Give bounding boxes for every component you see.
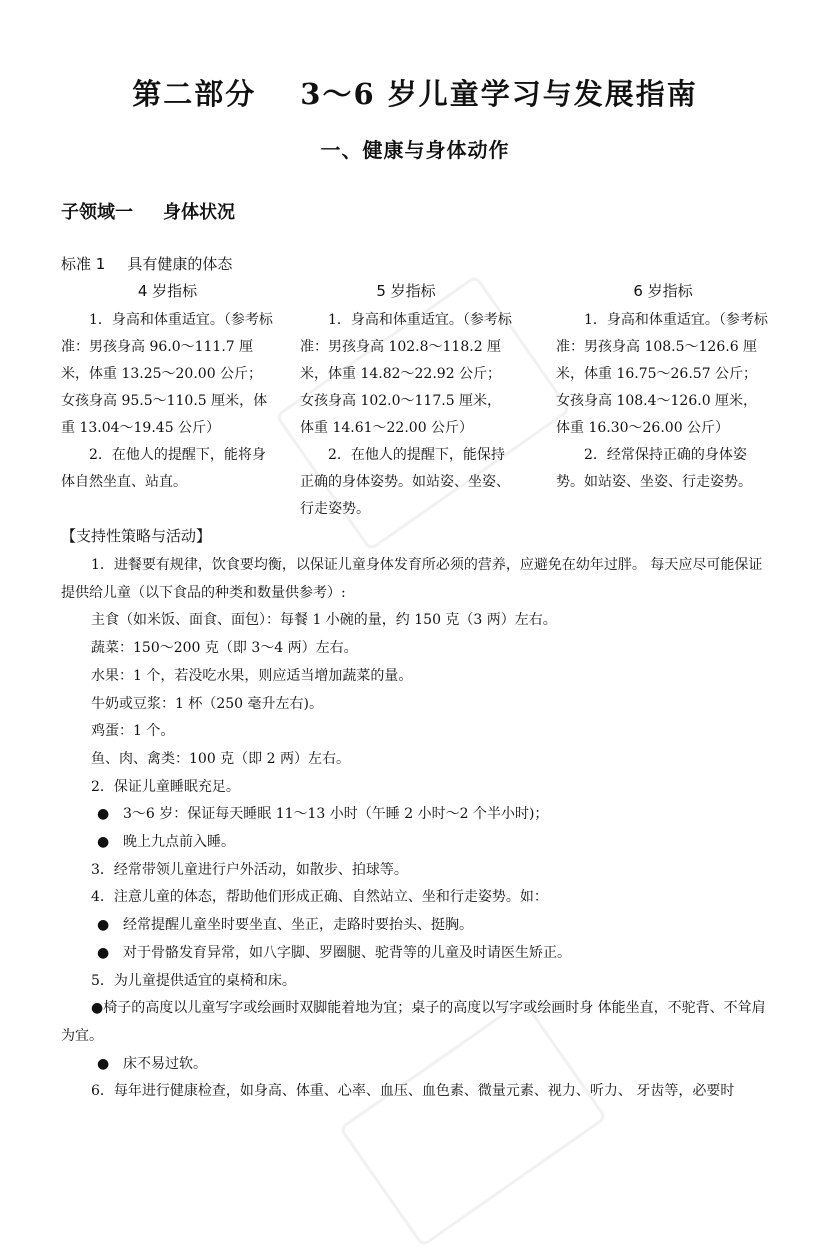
bullet-icon: ● (97, 1055, 110, 1072)
indicator-paragraph: 2．在他人的提醒下，能将身体自然坐直、站直。 (61, 447, 266, 490)
bullet-item (61, 801, 773, 829)
page-title (0, 72, 830, 113)
subdomain-name: 身体状况 (163, 202, 235, 223)
bullet-text: 对于骨骼发育异常，如八字脚、罗圈腿、驼背等的儿童及时请医生矫正。 (123, 944, 571, 961)
bullet-text: 晚上九点前入睡。 (123, 834, 235, 851)
section-title: 一、健康与身体动作 (320, 138, 510, 162)
bullet-icon: ● (97, 917, 110, 934)
list-item: 蔬菜：150～200 克（即 3～4 两）左右。 (91, 640, 358, 657)
support-body (61, 552, 773, 1106)
list-item: 1．进餐要有规律，饮食要均衡，以保证儿童身体发育所必须的营养，应避免在幼年过胖。 每天应尽可能保证提供给儿童（以下食品的种类和数量供参考）: (61, 557, 763, 601)
guide-title: 3～6 岁儿童学习与发展指南 (300, 77, 698, 111)
list-item: 水果：1 个，若没吃水果，则应适当增加蔬菜的量。 (91, 667, 413, 684)
list-item: 鸡蛋：1 个。 (91, 723, 175, 740)
bullet-icon: ● (97, 834, 110, 851)
bullet-icon: ● (97, 806, 110, 823)
bullet-item (61, 1051, 773, 1079)
support-heading: 【支持性策略与活动】 (61, 527, 212, 545)
bullet-item (61, 912, 773, 940)
list-item: 6．每年进行健康检查，如身高、体重、心率、血压、血色素、微量元素、视力、听力、 牙齿等，必要时 (91, 1083, 735, 1100)
bullet-item (61, 829, 773, 857)
list-item: 5．为儿童提供适宜的桌椅和床。 (91, 972, 296, 989)
list-item: 主食（如米饭、面食、面包）：每餐 1 小碗的量，约 150 克（3 两）左右。 (91, 612, 557, 629)
indicator-paragraph: 1．身高和体重适宜。（参考标准：男孩身高 96.0～111.7 厘米，体重 13.25～20.00 公斤；女孩身高 95.5～110.5 厘米，体重 13.04～19.45 公斤） (61, 312, 273, 436)
bullet-text: 床不易过软。 (123, 1055, 207, 1072)
standard-name: 具有健康的体态 (127, 255, 233, 273)
age-4-column (61, 280, 274, 496)
bullet-item (61, 940, 773, 968)
indicator-paragraph: 2．在他人的提醒下，能保持正确的身体姿势。如站姿、坐姿、行走姿势。 (300, 447, 510, 517)
age-5-column (300, 280, 512, 523)
subdomain-heading (61, 198, 235, 224)
list-item: 2．保证儿童睡眠充足。 (91, 778, 240, 795)
bullet-text: 椅子的高度以儿童写字或绘画时双脚能着地为宜；桌子的高度以写字或绘画时身 体能坐直，不驼背、不耸肩为宜。 (61, 1000, 766, 1044)
column-heading: 4 岁指标 (137, 282, 198, 300)
indicator-paragraph: 2．经常保持正确的身体姿势。如站姿、坐姿、行走姿势。 (556, 447, 752, 490)
bullet-icon: ● (97, 944, 110, 961)
indicator-paragraph: 1．身高和体重适宜。（参考标准：男孩身高 108.5～126.6 厘米，体重 16.75～26.57 公斤；女孩身高 108.4～126.0 厘米，体重 16.30～26.00 公斤） (556, 312, 768, 436)
bullet-item (61, 995, 773, 1050)
list-item: 3．经常带领儿童进行户外活动，如散步、拍球等。 (91, 861, 408, 878)
list-item: 4．注意儿童的体态，帮助他们形成正确、自然站立、坐和行走姿势。如： (91, 889, 548, 906)
bullet-text: 3～6 岁：保证每天睡眠 11～13 小时（午睡 2 小时～2 个半小时)； (123, 806, 549, 823)
age-6-column (556, 280, 770, 496)
column-heading: 5 岁指标 (376, 282, 436, 300)
subdomain-label: 子领域一 (61, 202, 133, 223)
list-item: 鱼、肉、禽类：100 克（即 2 两）左右。 (91, 750, 350, 767)
indicator-paragraph: 1．身高和体重适宜。（参考标准：男孩身高 102.8～118.2 厘米，体重 14.82～22.92 公斤；女孩身高 102.0～117.5 厘米，体重 14.61～22.00 公斤） (300, 312, 512, 436)
column-heading: 6 岁指标 (633, 282, 693, 300)
standard-label: 标准 1 (61, 255, 106, 273)
part-label: 第二部分 (132, 77, 257, 111)
bullet-icon: ● (91, 1000, 104, 1017)
list-item: 牛奶或豆浆：1 杯（250 毫升左右)。 (91, 695, 323, 712)
bullet-text: 经常提醒儿童坐时要坐直、坐正，走路时要抬头、挺胸。 (123, 917, 473, 934)
standard-heading (61, 253, 232, 274)
